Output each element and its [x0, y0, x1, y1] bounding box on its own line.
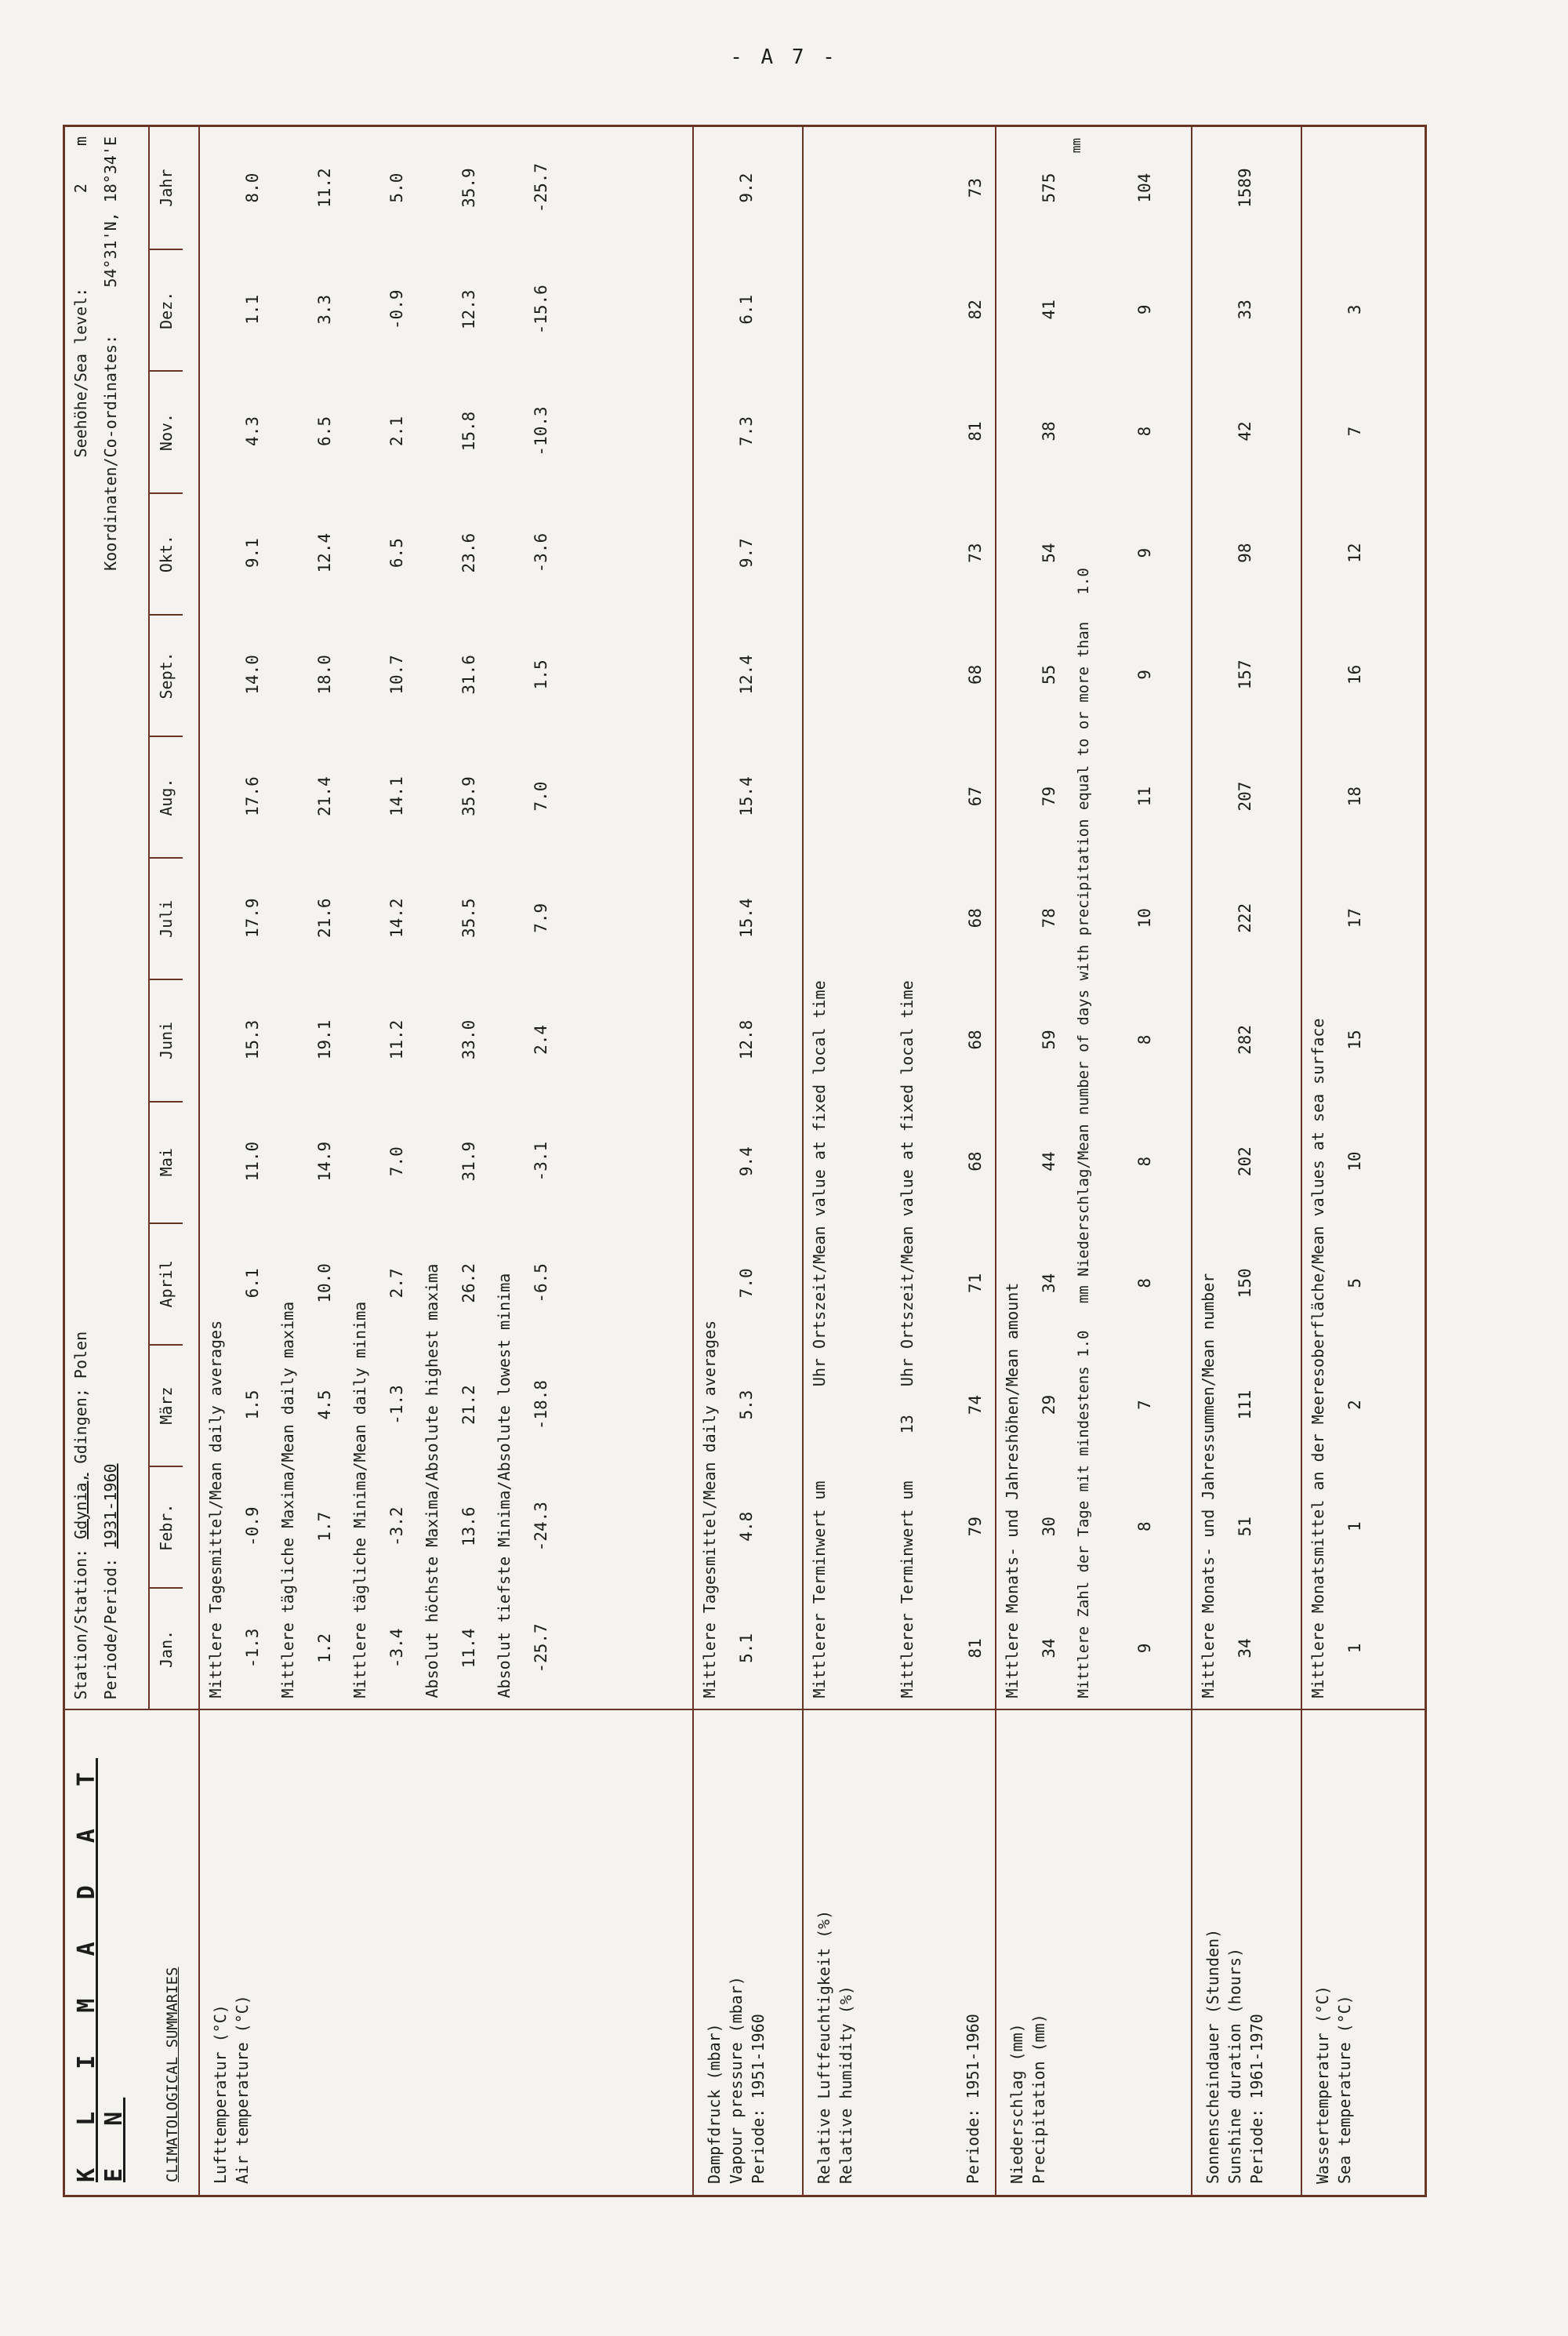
precipitation-label-cell: Niederschlag (mm) Precipitation (mm): [996, 1710, 1192, 2196]
header-right-cell: [64, 126, 200, 1710]
month-jul: Juli: [150, 857, 183, 979]
precip-days-row: 9 8 7 8 8 8 10 11 9 9 8 9 104: [1135, 173, 1154, 1654]
month-year: Jahr: [157, 169, 176, 207]
humidity-label-cell: Relative Luftfeuchtigkeit (%) Relative humidity (%) Periode: 1951-1960: [803, 1710, 996, 2196]
sunshine-label-cell: Sonnenscheindauer (Stunden) Sunshine duration (hours) Periode: 1961-1970: [1192, 1710, 1301, 2196]
station-country: Gdingen; Polen: [71, 1331, 90, 1464]
month-may: Mai: [150, 1101, 183, 1222]
month-apr: April: [150, 1222, 183, 1344]
sea-temperature-label-cell: Wassertemperatur (°C) Sea temperature (°C): [1301, 1710, 1426, 2196]
humidity-row: 81 79 74 71 68 68 68 67 68 73 81 82 73: [966, 177, 985, 1658]
month-header: [148, 127, 183, 1709]
period-label: Periode/Period:: [101, 1557, 120, 1700]
station-name: Gdynia,: [71, 1473, 90, 1539]
sea-level-unit: m: [71, 136, 90, 147]
precipitation-data: Mittlere Monats- und Jahreshöhen/Mean amount 34 30 29 34 44 59 78 79 55 54 38 41 575 Mittlere Zahl der Tage mit mindestens 1.0 mm Niederschlag/Mean number of days with precipitation equal to or more than 1.0 mm 9 8 7 8 8 8 10 11 9 9 8 9 104: [996, 126, 1192, 1710]
month-nov: Nov.: [150, 370, 183, 492]
month-jun: Juni: [150, 979, 183, 1100]
air-temperature-label-cell: Lufttemperatur (°C) Air temperature (°C): [199, 1710, 693, 2196]
month-feb: Febr.: [150, 1466, 183, 1587]
air-mean-min-row: -3.4 -3.2 -1.3 2.7 7.0 11.2 14.2 14.1 10.7 6.5 2.1 -0.9 5.0: [387, 173, 406, 1669]
vapour-data: Mittlere Tagesmittel/Mean daily averages 5.1 4.8 5.3 7.0 9.4 12.8 15.4 15.4 12.4 9.7 7.3 6.1 9.2: [693, 126, 803, 1710]
period-value: 1931-1960: [101, 1463, 120, 1549]
air-temperature-data: Mittlere Tagesmittel/Mean daily averages -1.3 -0.9 1.5 6.1 11.0 15.3 17.9 17.6 14.0 9.1 4.3 1.1 8.0 Mittlere tägliche Maxima/Mean daily maxima 1.2 1.7 4.5 10.0 14.9 19.1 21.6 21.4 18.0 12.4 6.5 3.3 11.2 Mittlere tägliche Minima/Mean daily minima -3.4 -3.2 -1.3 2.7 7.0 11.2 14.2 14.1 10.7 6.5 2.1 -0.9 5.0 Absolut höchste Maxima/Absolute highest maxima 11.4 13.6 21.2 26.2 31.9 33.0 35.5 35.9 31.6 23.6 15.8 12.3 35.9 Absolut tiefste Minima/Absolute lowest minima -25.7 -24.3 -18.8 -6.5 -3.1 2.4 7.9 7.0 1.5 -3.6 -10.3 -15.6 -25.7: [199, 126, 693, 1710]
precip-amount-row: 34 30 29 34 44 59 78 79 55 54 38 41 575: [1040, 173, 1058, 1658]
month-dec: Dez.: [150, 249, 183, 370]
air-abs-min-row: -25.7 -24.3 -18.8 -6.5 -3.1 2.4 7.9 7.0 1.5 -3.6 -10.3 -15.6 -25.7: [532, 163, 550, 1673]
month-sep: Sept.: [150, 614, 183, 736]
sea-level-label: Seehöhe/Sea level:: [71, 287, 90, 458]
sea-level-value: 2: [71, 183, 90, 194]
station-label: Station/Station:: [71, 1548, 90, 1700]
humidity-data: Mittlerer Terminwert um Uhr Ortszeit/Mean value at fixed local time Mittlerer Terminwert um 13 Uhr Ortszeit/Mean value at fixed local time 81 79 74 71 68 68 68 67 68 73 81 82 73: [803, 126, 996, 1710]
sea-temperature-row: 1 1 2 5 10 15 17 18 16 12 7 3: [1345, 304, 1364, 1654]
month-aug: Aug.: [150, 736, 183, 857]
month-oct: Okt.: [150, 492, 183, 614]
document-subtitle: CLIMATOLOGICAL SUMMARIES: [164, 1967, 181, 2182]
month-jan: Jan.: [150, 1587, 183, 1709]
air-mean-daily-row: -1.3 -0.9 1.5 6.1 11.0 15.3 17.9 17.6 14.0 9.1 4.3 1.1 8.0: [243, 173, 262, 1669]
document-title: K L I M A D A T E N: [73, 1758, 128, 2182]
station-info: [65, 127, 148, 1709]
vapour-row: 5.1 4.8 5.3 7.0 9.4 12.8 15.4 15.4 12.4 9.7 7.3 6.1 9.2: [737, 173, 756, 1663]
climate-table: [63, 125, 1427, 2197]
coords-value: 54°31'N, 18°34'E: [101, 136, 120, 288]
air-abs-max-row: 11.4 13.6 21.2 26.2 31.9 33.0 35.5 35.9 31.6 23.6 15.8 12.3 35.9: [459, 168, 478, 1669]
sea-temperature-data: Mittlere Monatsmittel an der Meeresoberfläche/Mean values at sea surface 1 1 2 5 10 15 17 18 16 12 7 3: [1301, 126, 1426, 1710]
month-mar: März: [150, 1344, 183, 1466]
sunshine-data: Mittlere Monats- und Jahressummen/Mean number 34 51 111 150 202 282 222 207 157 98 42 33 1589: [1192, 126, 1301, 1710]
air-mean-max-row: 1.2 1.7 4.5 10.0 14.9 19.1 21.6 21.4 18.0 12.4 6.5 3.3 11.2: [315, 168, 334, 1663]
coords-label: Koordinaten/Co-ordinates:: [101, 334, 120, 571]
sunshine-row: 34 51 111 150 202 282 222 207 157 98 42 33 1589: [1236, 168, 1254, 1658]
precip-days-unit: mm: [1069, 138, 1083, 154]
vapour-label-cell: Dampfdruck (mbar) Vapour pressure (mbar) Periode: 1951-1960: [693, 1710, 803, 2196]
header-left-cell: [64, 1710, 200, 2196]
page-number: - A 7 -: [730, 45, 838, 69]
climate-table-sheet: [63, 127, 1427, 2197]
